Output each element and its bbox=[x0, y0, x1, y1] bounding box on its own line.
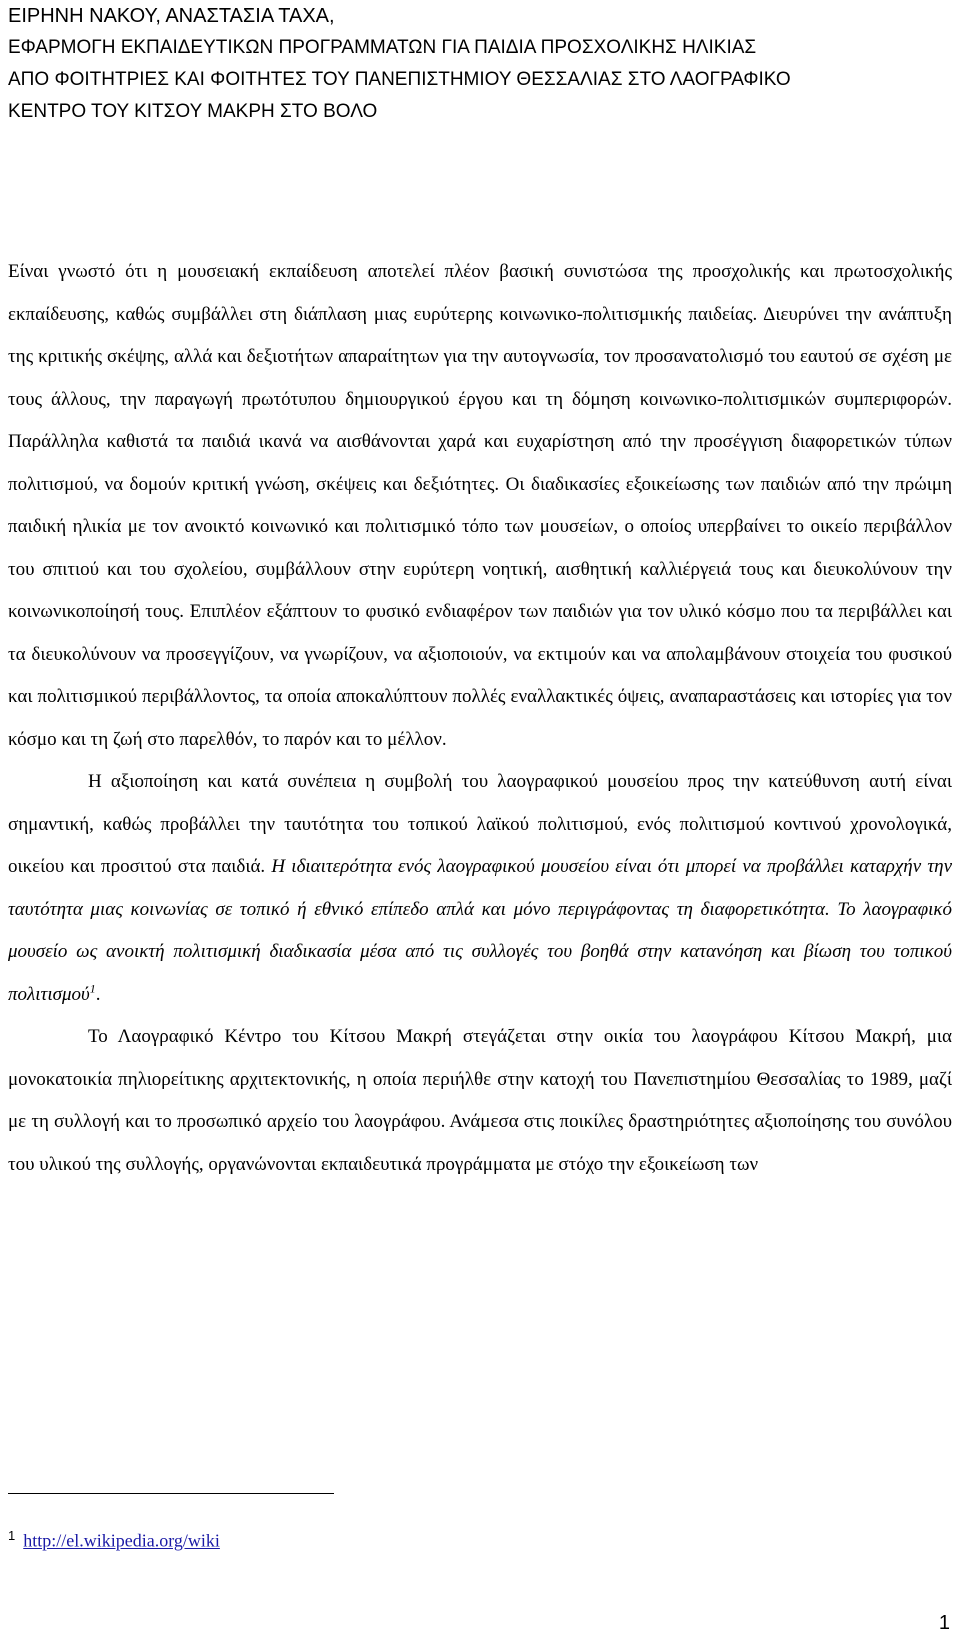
title-line-2: ΑΠΟ ΦΟΙΤΗΤΡΙΕΣ ΚΑΙ ΦΟΙΤΗΤΕΣ ΤΟΥ ΠΑΝΕΠΙΣΤΗΜΙΟΥ ΘΕΣΣΑΛΙΑΣ ΣΤΟ ΛΑΟΓΡΑΦΙΚΟ bbox=[8, 69, 791, 90]
page-number: 1 bbox=[938, 1612, 950, 1634]
footnote bbox=[8, 1528, 220, 1552]
title-line-1: ΕΦΑΡΜΟΓΗ ΕΚΠΑΙΔΕΥΤΙΚΩΝ ΠΡΟΓΡΑΜΜΑΤΩΝ ΓΙΑ ΠΑΙΔΙΑ ΠΡΟΣΧΟΛΙΚΗΣ ΗΛΙΚΙΑΣ bbox=[8, 37, 757, 58]
paragraph-3: Το Λαογραφικό Κέντρο του Κίτσου Μακρή στεγάζεται στην οικία του λαογράφου Κίτσου Μακρή, μια μονοκατοικία πηλιορείτικης αρχιτεκτονικής, η οποία περιήλθε στην κατοχή του Πανεπιστημίου Θεσσαλίας το 1989, μαζί με τη συλλογή και το προσωπικό αρχείο του λαογράφου. Ανάμεσα στις ποικίλες δραστηριότητες αξιοποίησης του συνόλου του υλικού της συλλογής, οργανώνονται εκπαιδευτικά προγράμματα με στόχο την εξοικείωση των bbox=[8, 1026, 952, 1175]
paragraph-2-italic: Η ιδιαιτερότητα ενός λαογραφικού μουσείου είναι ότι μπορεί να προβάλλει καταρχήν την ταυτότητα μιας κοινωνίας σε τοπικό ή εθνικό επίπεδο απλά και μόνο περιγράφοντας τη διαφορετικότητα. Το λαογραφικό μουσείο ως ανοικτή πολιτισμική διαδικασία μέσα από τις συλλογές του βοηθά στην κατανόηση και βίωση του τοπικού πολιτισμού bbox=[8, 856, 952, 1005]
document-header bbox=[8, 0, 952, 128]
title-line-3: ΚΕΝΤΡΟ ΤΟΥ ΚΙΤΣΟΥ ΜΑΚΡΗ ΣΤΟ ΒΟΛΟ bbox=[8, 101, 378, 122]
paragraph-2 bbox=[8, 761, 952, 1016]
document-body bbox=[8, 251, 952, 1186]
paragraph-2-regular: Η αξιοποίηση και κατά συνέπεια η συμβολή του λαογραφικού μουσείου προς την κατεύθυνση αυτή είναι σημαντική, καθώς προβάλλει την ταυτότητα του τοπικού λαϊκού πολιτισμού, ενός πολιτισμού κοντινού χρονολογικά, οικείου και προσιτού στα παιδιά. bbox=[8, 771, 952, 877]
footnote-reference[interactable]: 1 bbox=[89, 981, 96, 996]
paragraph-1: Είναι γνωστό ότι η μουσειακή εκπαίδευση αποτελεί πλέον βασική συνιστώσα της προσχολικής και πρωτοσχολικής εκπαίδευσης, καθώς συμβάλλει στη διάπλαση μιας ευρύτερης κοινωνικο-πολιτισμικής παιδείας. Διευρύνει την ανάπτυξη της κριτικής σκέψης, αλλά και δεξιοτήτων απαραίτητων για την αυτογνωσία, τον προσανατολισμό του εαυτού σε σχέση με τους άλλους, την παραγωγή πρωτότυπου δημιουργικού έργου και τη δόμηση κοινωνικο-πολιτισμικών συμπεριφορών. Παράλληλα καθιστά τα παιδιά ικανά να αισθάνονται χαρά και ευχαρίστηση από την προσέγγιση διαφορετικών τύπων πολιτισμού, να δομούν κριτική γνώση, σκέψεις και δεξιότητες. Οι διαδικασίες εξοικείωσης των παιδιών από την πρώιμη παιδική ηλικία με τον ανοικτό κοινωνικό και πολιτισμικό τόπο των μουσείων, ο οποίος υπερβαίνει το οικείο περιβάλλον του σπιτιού και του σχολείου, συμβάλλουν στην ευρύτερη νοητική, αισθητική καλλιέργειά τους και διευκολύνουν την κοινωνικοποίησή τους. Επιπλέον εξάπτουν το φυσικό ενδιαφέρον των παιδιών για τον υλικό κόσμο που τα περιβάλλει και τα διευκολύνουν να προσεγγίζουν, να γνωρίζουν, να αξιοποιούν, να εκτιμούν και να απολαμβάνουν στοιχεία του φυσικού και πολιτισμικού περιβάλλοντος, τα οποία αποκαλύπτουν πολλές εναλλακτικές όψεις, αναπαραστάσεις και ιστορίες για τον κόσμο και τη ζωή στο παρελθόν, το παρόν και το μέλλον. bbox=[8, 261, 952, 750]
footnote-separator bbox=[8, 1493, 334, 1494]
authors-line: ΕΙΡΗΝΗ ΝΑΚΟΥ, ΑΝΑΣΤΑΣΙΑ ΤΑΧΑ, bbox=[8, 5, 335, 27]
footnote-number: 1 bbox=[8, 1528, 16, 1543]
footnote-link[interactable]: http://el.wikipedia.org/wiki bbox=[23, 1530, 220, 1551]
paragraph-2-end: . bbox=[95, 983, 101, 1005]
